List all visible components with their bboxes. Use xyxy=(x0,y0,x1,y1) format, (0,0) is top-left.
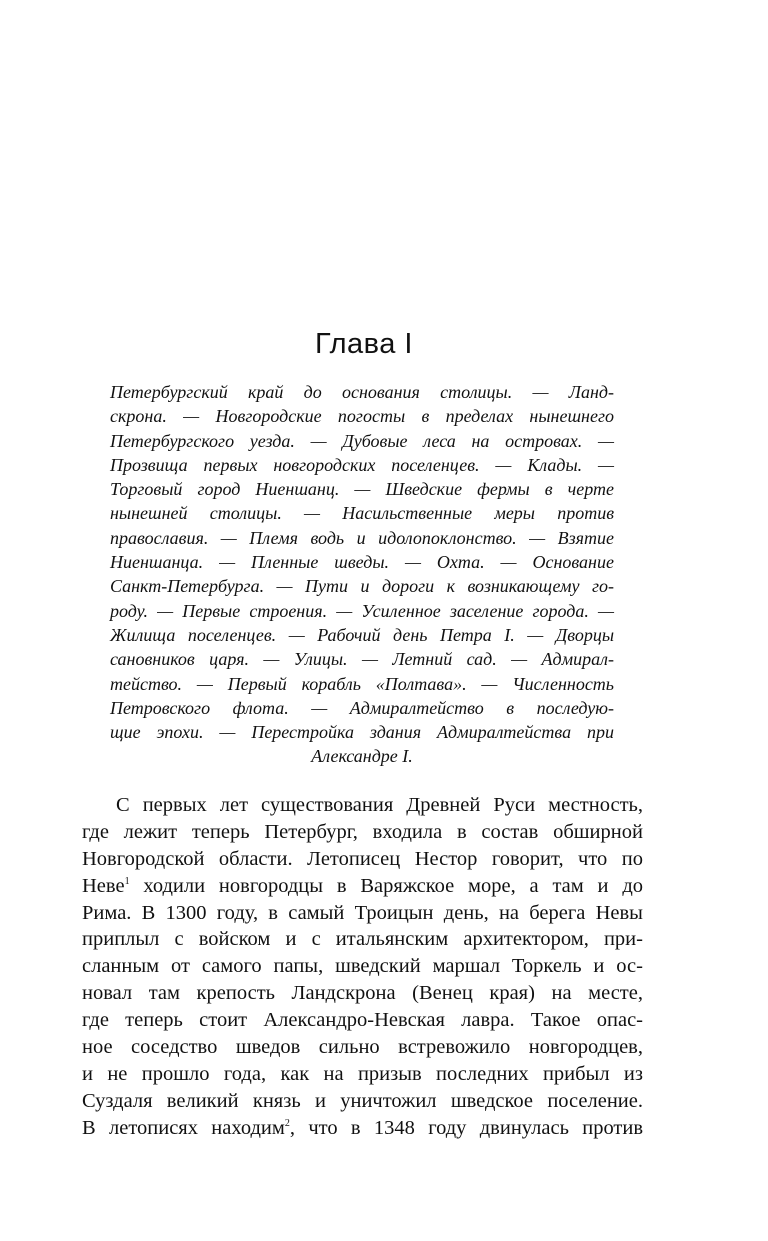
synopsis-line: Санкт-Петербурга. — Пути и дороги к возникающему го- xyxy=(110,576,614,597)
chapter-title: Глава I xyxy=(315,328,413,360)
synopsis-line: роду. — Первые строения. — Усиленное заселение города. — xyxy=(110,600,615,621)
synopsis-line: Жилища поселенцев. — Рабочий день Петра I. — Дворцы xyxy=(110,624,615,645)
body-line: Рима. В 1300 году, в самый Троицын день, на берега Невы xyxy=(82,901,643,924)
synopsis-line: скрона. — Новгородские погосты в пределах нынешнего xyxy=(110,406,614,427)
chapter-synopsis xyxy=(110,380,614,769)
body-line: сланным от самого папы, шведский маршал Торкель и ос- xyxy=(82,955,643,978)
body-line: Новгородской области. Летописец Нестор говорит, что по xyxy=(82,847,643,870)
synopsis-line: православия. — Племя водь и идолопоклонство. — Взятие xyxy=(110,527,615,548)
body-text-segment: , что в 1348 году двинулась против xyxy=(289,1116,644,1139)
body-line: где лежит теперь Петербург, входила в состав обширной xyxy=(82,820,643,843)
body-line: где теперь стоит Александро-Невская лавра. Такое опас- xyxy=(82,1009,643,1032)
footnote-marker[interactable]: 1 xyxy=(124,875,130,887)
body-line: новал там крепость Ландскрона (Венец края) на месте, xyxy=(82,982,643,1005)
body-line: С первых лет существования Древней Руси местность, xyxy=(116,794,644,816)
footnote-marker[interactable]: 2 xyxy=(284,1117,290,1129)
body-line: ное соседство шведов сильно встревожило новгородцев, xyxy=(82,1036,643,1059)
body-text-segment: Неве xyxy=(82,874,125,897)
synopsis-line: Петровского флота. — Адмиралтейство в последую- xyxy=(110,697,614,718)
body-text-segment: В летописях находим xyxy=(82,1116,285,1139)
body-line: Суздаля великий князь и уничтожил шведское поселение. xyxy=(82,1089,644,1112)
synopsis-line: Ниеншанца. — Пленные шведы. — Охта. — Основание xyxy=(110,552,614,573)
synopsis-line: Петербургский край до основания столицы. — Ланд- xyxy=(110,382,614,402)
synopsis-line: нынешней столицы. — Насильственные меры против xyxy=(110,503,615,524)
body-line: приплыл с войском и с итальянским архитектором, при- xyxy=(82,928,643,951)
body-line xyxy=(82,1115,643,1142)
synopsis-line: Прозвища первых новгородских поселенцев. — Клады. — xyxy=(110,454,615,475)
synopsis-line: тейство. — Первый корабль «Полтава». — Численность xyxy=(110,673,614,694)
body-line: и не прошло года, как на призыв последних прибыл из xyxy=(82,1062,643,1085)
synopsis-line: Торговый город Ниеншанц. — Шведские фермы в черте xyxy=(110,479,614,500)
synopsis-line: Петербургского уезда. — Дубовые леса на островах. — xyxy=(110,430,614,451)
synopsis-line: Александре I. xyxy=(311,746,413,767)
synopsis-line: щие эпохи. — Перестройка здания Адмиралтейства при xyxy=(110,722,614,743)
body-text-segment: ходили новгородцы в Варяжское море, а там и до xyxy=(129,874,644,897)
synopsis-line: сановников царя. — Улицы. — Летний сад. — Адмирал- xyxy=(110,649,614,670)
body-line xyxy=(82,873,643,900)
body-paragraph xyxy=(82,792,643,1142)
